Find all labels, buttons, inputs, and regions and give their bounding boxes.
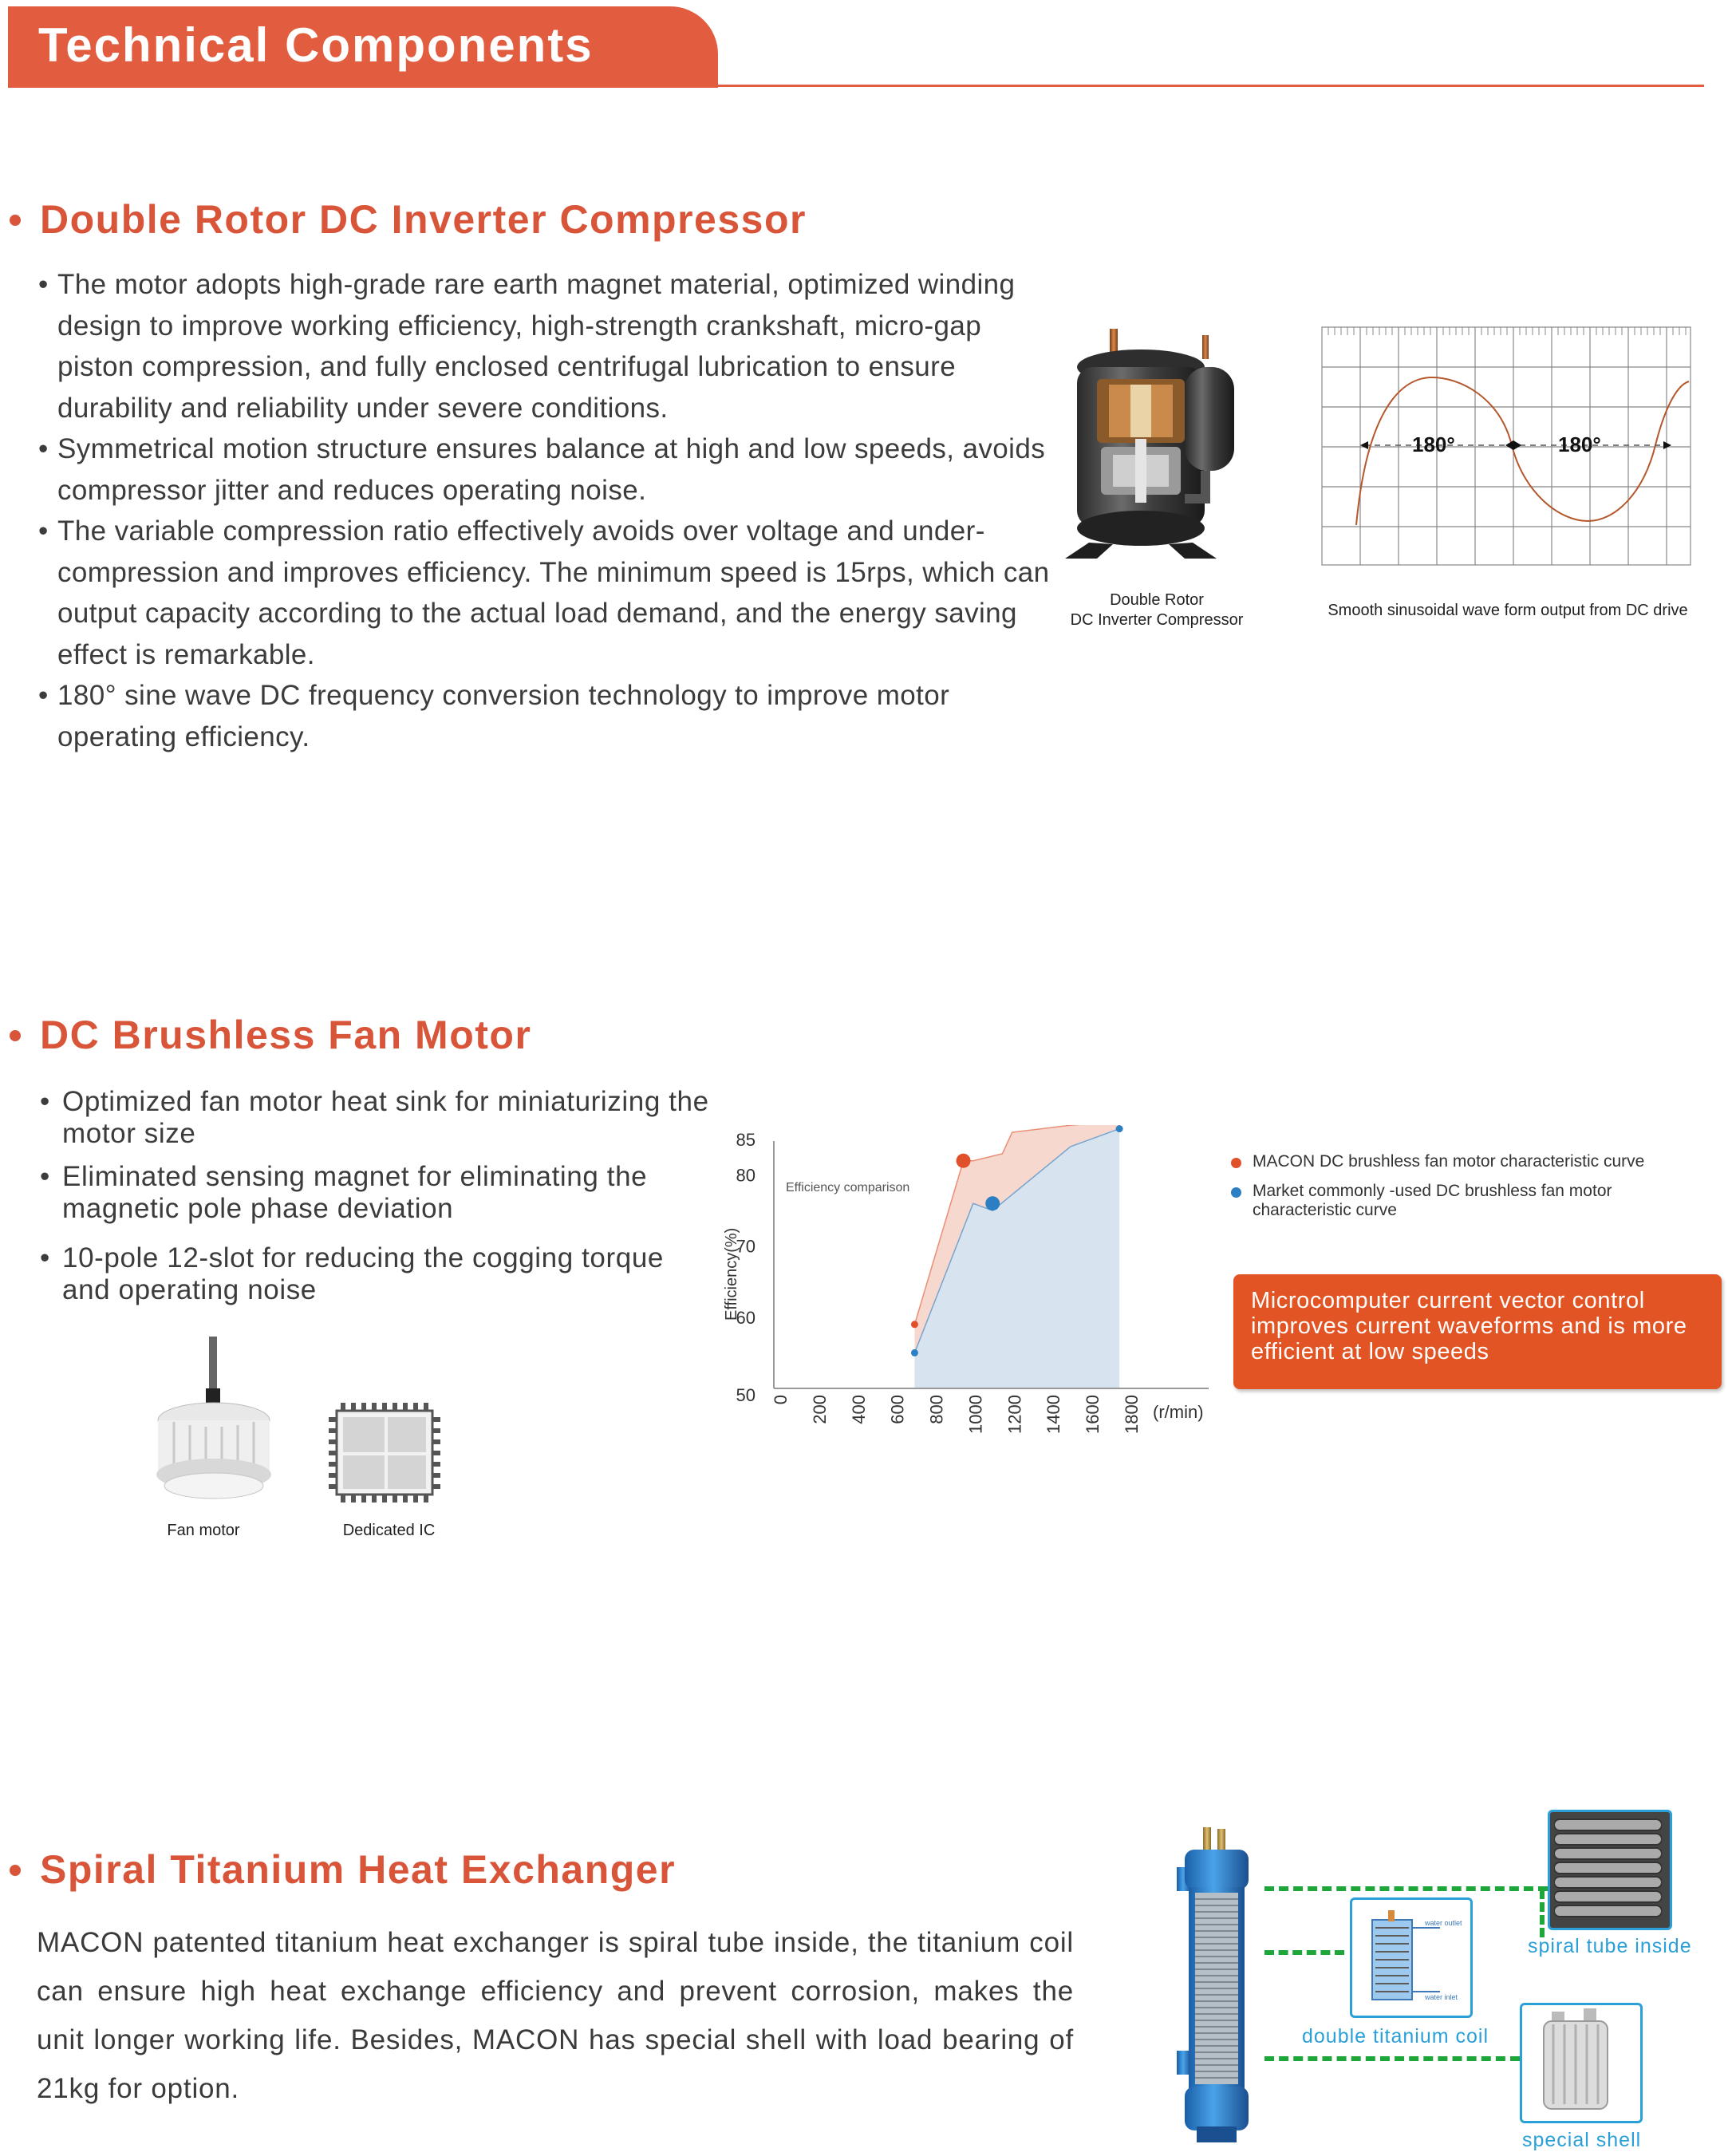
wave-label-left: 180° xyxy=(1412,432,1455,456)
connector-line xyxy=(1540,1889,1545,1937)
list-item: • Symmetrical motion structure ensures balance at high and low speeds, avoids compressor jitter and reduces operating noise. xyxy=(38,428,1051,511)
legend-blue xyxy=(1253,1182,1723,1220)
x-tick-label: 1400 xyxy=(1044,1395,1064,1434)
caption-line: DC Inverter Compressor xyxy=(1070,611,1244,629)
x-tick-label: 200 xyxy=(809,1395,830,1424)
sine-wave-diagram xyxy=(1320,326,1695,569)
fan-motor-caption: Fan motor xyxy=(167,1522,240,1539)
list-item: • The variable compression ratio effectively avoids over voltage and under-compression and improves efficiency. The minimum speed is 15rps, which can output capacity according to the actual load demand, and the energy saving effect is remarkable. xyxy=(38,511,1051,675)
x-tick-label: 800 xyxy=(926,1395,947,1424)
legend-orange: MACON DC brushless fan motor characteristic curve xyxy=(1253,1152,1645,1171)
x-tick-label: 400 xyxy=(848,1395,869,1424)
x-tick-label: 1200 xyxy=(1004,1395,1025,1434)
x-tick-label: 1000 xyxy=(965,1395,986,1434)
y-tick-label: 85 xyxy=(736,1130,756,1150)
spiral-tube-image xyxy=(1554,1816,1662,1920)
legend-line: Market commonly -used DC brushless fan motor xyxy=(1253,1182,1612,1200)
compressor-title: Double Rotor DC Inverter Compressor xyxy=(40,197,807,242)
special-shell-image xyxy=(1536,2007,1623,2115)
callout-text: Microcomputer current vector control improves current waveforms and is more efficient at low speeds xyxy=(1251,1288,1687,1364)
series-point xyxy=(911,1349,918,1356)
connector-line xyxy=(1264,1950,1344,1955)
heat-exchanger-title: Spiral Titanium Heat Exchanger xyxy=(40,1847,677,1892)
series-highlight-point xyxy=(985,1196,1000,1210)
legend-dot-blue xyxy=(1231,1187,1241,1198)
series-highlight-point xyxy=(957,1154,971,1168)
y-tick-label: 50 xyxy=(736,1385,756,1405)
header-rule xyxy=(718,85,1704,87)
section-bullet xyxy=(10,1865,21,1876)
fan-motor-bullets xyxy=(40,1086,710,1306)
efficiency-chart xyxy=(714,1125,1221,1444)
spiral-label: spiral tube inside xyxy=(1528,1935,1692,1957)
y-axis-label: Efficiency(%) xyxy=(723,1227,740,1321)
x-axis-label: (r/min) xyxy=(1153,1402,1204,1422)
inlet-label: water inlet xyxy=(1425,1993,1458,2001)
list-item: • The motor adopts high-grade rare earth magnet material, optimized winding design to improve working efficiency, high-strength crankshaft, micro-gap piston compression, and fully enclosed centrifugal lubrication to ensure durability and reliability under severe conditions. xyxy=(38,264,1051,428)
dedicated-ic-image xyxy=(329,1403,448,1502)
x-tick-label: 1600 xyxy=(1083,1395,1103,1434)
legend-line: characteristic curve xyxy=(1253,1201,1397,1219)
heat-exchanger-paragraph: MACON patented titanium heat exchanger is spiral tube inside, the titanium coil can ensure high heat exchange efficiency and prevent corrosion, makes the unit longer working life. Besides, MACON has special shell with load bearing of 21kg for option. xyxy=(37,1927,1074,2104)
coil-label: double titanium coil xyxy=(1302,2025,1489,2047)
ic-caption: Dedicated IC xyxy=(342,1522,436,1539)
fan-motor-image xyxy=(150,1333,278,1508)
list-item: • Optimized fan motor heat sink for miniaturizing the motor size xyxy=(40,1086,710,1150)
compressor-bullets xyxy=(38,264,1051,757)
wave-caption: Smooth sinusoidal wave form output from DC drive xyxy=(1328,602,1688,619)
y-tick-label: 80 xyxy=(736,1165,756,1186)
shell-label: special shell xyxy=(1522,2129,1642,2151)
series-point xyxy=(911,1321,918,1328)
list-item: • Eliminated sensing magnet for eliminating the magnetic pole phase deviation xyxy=(40,1161,710,1225)
y-tick-label: 60 xyxy=(736,1307,756,1328)
outlet-label: water outlet xyxy=(1425,1919,1462,1927)
wave-label-right: 180° xyxy=(1558,432,1601,456)
x-tick-label: 600 xyxy=(887,1395,908,1424)
connector-line xyxy=(1264,2056,1520,2061)
section-bullet xyxy=(10,1030,21,1041)
list-item: • 10-pole 12-slot for reducing the cogging torque and operating noise xyxy=(40,1242,710,1306)
x-tick-label: 1800 xyxy=(1122,1395,1142,1434)
fan-motor-title: DC Brushless Fan Motor xyxy=(40,1013,532,1057)
list-item: • 180° sine wave DC frequency conversion technology to improve motor operating efficiency. xyxy=(38,675,1051,757)
chart-title: Efficiency comparison xyxy=(786,1181,910,1194)
y-tick-label: 70 xyxy=(736,1236,756,1257)
series-point xyxy=(1116,1125,1123,1132)
caption-line: Double Rotor xyxy=(1110,591,1204,609)
page-title: Technical Components xyxy=(38,18,594,72)
connector-line xyxy=(1264,1886,1548,1891)
compressor-image xyxy=(1065,319,1276,575)
section-bullet xyxy=(10,215,21,226)
coil-image xyxy=(1356,1904,1464,2009)
x-tick-label: 0 xyxy=(771,1395,791,1405)
legend-dot-orange xyxy=(1231,1158,1241,1168)
heat-exchanger-image xyxy=(1173,1827,1260,2146)
compressor-caption xyxy=(1037,590,1276,630)
